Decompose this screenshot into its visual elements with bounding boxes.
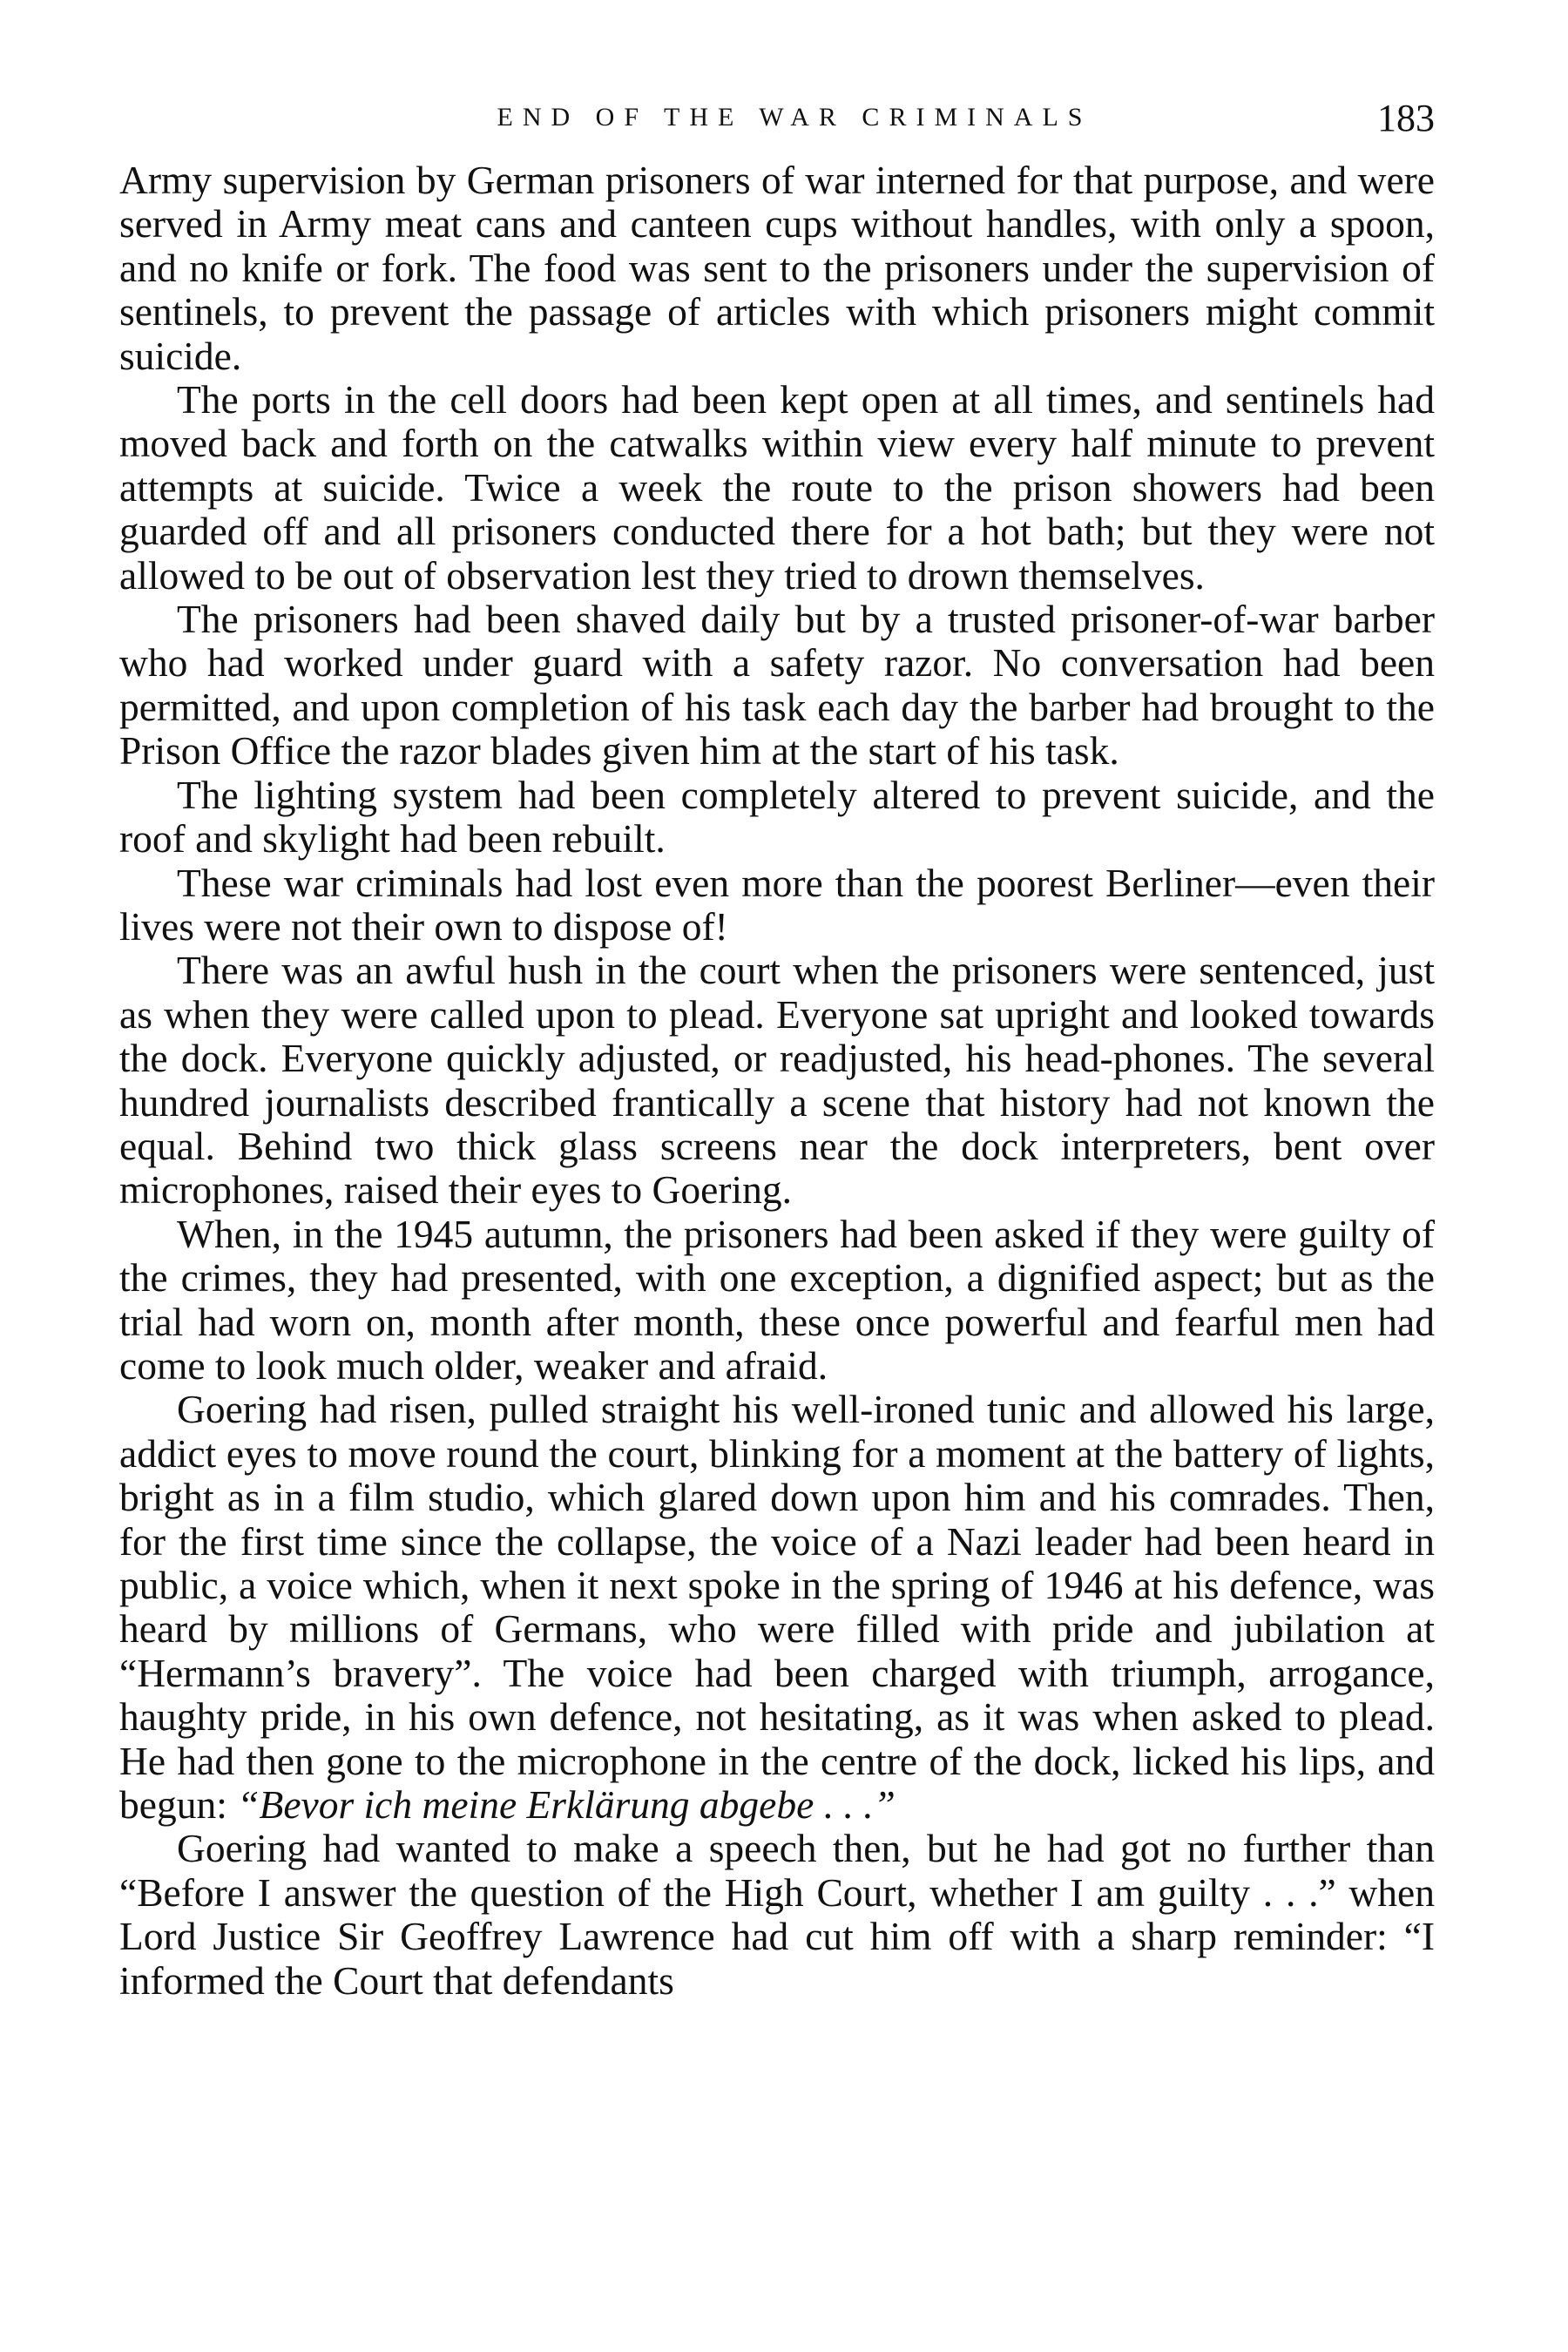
body-text — [119, 159, 1435, 2003]
paragraph-8-text: Goering had risen, pulled straight his well-ironed tunic and allowed his large, addict eyes to move round the court, blinking for a moment at the battery of lights, bright as in a film studio, which glared down upon him and his comrades. Then, for the first time since the collapse, the voice of a Nazi leader had been heard in public, a voice which, when it next spoke in the spring of 1946 at his defence, was heard by millions of Germans, who were filled with pride and jubilation at “Hermann’s bravery”. The voice had been charged with triumph, arrogance, haughty pride, in his own defence, not hesitating, as it was when asked to plead. He had then gone to the microphone in the centre of the dock, licked his lips, and begun: — [119, 1387, 1435, 1828]
paragraph-6: There was an awful hush in the court when the prisoners were sentenced, just as when they were called upon to plead. Everyone sat upright and looked towards the dock. Everyone quickly adjusted, or readjusted, his head-phones. The several hundred journalists described frantically a scene that history had not known the equal. Behind two thick glass screens near the dock interpreters, bent over microphones, raised their eyes to Goering. — [119, 948, 1435, 1213]
paragraph-7: When, in the 1945 autumn, the prisoners had been asked if they were guilty of the crimes, they had presented, with one exception, a dignified aspect; but as the trial had worn on, month after month, these once powerful and fearful men had come to look much older, weaker and afraid. — [119, 1211, 1435, 1388]
paragraph-2: The ports in the cell doors had been kept open at all times, and sentinels had moved back and forth on the catwalks within view every half minute to prevent attempts at suicide. Twice a week the route to the prison showers had been guarded off and all prisoners conducted there for a hot bath; but they were not allowed to be out of observation lest they tried to drown themselves. — [119, 377, 1435, 598]
running-title: END OF THE WAR CRIMINALS — [497, 103, 1092, 132]
running-head — [119, 94, 1435, 146]
paragraph-5: These war criminals had lost even more than the poorest Berliner—even their lives were not their own to dispose of! — [119, 860, 1435, 949]
paragraph-4: The lighting system had been completely altered to prevent suicide, and the roof and skylight had been rebuilt. — [119, 772, 1435, 862]
paragraph-3: The prisoners had been shaved daily but by a trusted prisoner-of-war barber who had worked under guard with a safety razor. No conversation had been permitted, and upon completion of his task each day the barber had brought to the Prison Office the razor blades given him at the start of his task. — [119, 597, 1435, 774]
paragraph-8 — [119, 1388, 1435, 1827]
page-number: 183 — [1377, 97, 1435, 139]
book-page — [119, 94, 1435, 2003]
paragraph-9: Goering had wanted to make a speech then, but he had got no further than “Before I answer the question of the High Court, whether I am guilty . . .” when Lord Justice Sir Geoffrey Lawrence had cut him off with a sharp reminder: “I informed the Court that defendants — [119, 1826, 1435, 2003]
paragraph-1: Army supervision by German prisoners of war interned for that purpose, and were served in Army meat cans and canteen cups without handles, with only a spoon, and no knife or fork. The food was sent to the prisoners under the supervision of sentinels, to prevent the passage of articles with which prisoners might commit suicide. — [119, 158, 1435, 378]
german-quote: “Bevor ich meine Erklärung abgebe . . .” — [237, 1782, 896, 1828]
